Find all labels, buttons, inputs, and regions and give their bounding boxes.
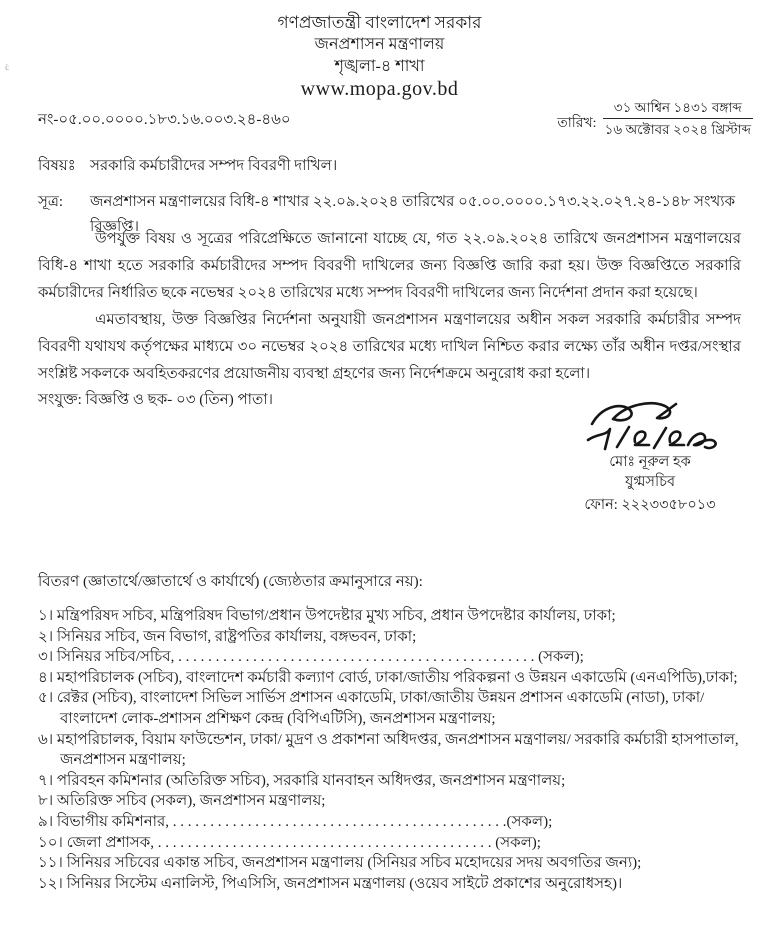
- distribution-heading: বিতরণ (জ্ঞাতার্থে/জ্ঞাতার্থে ও কার্যার্থে) (জ্যেষ্ঠতার ক্রমানুসারে নয়):: [38, 574, 423, 590]
- memo-number: নং-০৫.০০.০০০০.১৮৩.১৬.০০৩.২৪-৪৬০: [38, 112, 291, 128]
- ministry-name: জনপ্রশাসন মন্ত্রণালয়: [314, 36, 445, 53]
- signatory-designation: যুগ্মসচিব: [624, 474, 676, 490]
- distribution-item-8: ৮। অতিরিক্ত সচিব (সকল), জনপ্রশাসন মন্ত্রণালয়;: [38, 793, 326, 810]
- date-label: তারিখ:: [557, 115, 597, 131]
- letterhead: [0, 12, 759, 100]
- section-name: শৃঙ্খলা-৪ শাখা: [334, 58, 425, 75]
- handwritten-signature-icon: [580, 398, 730, 456]
- body-paragraph-2: এমতাবস্থায়, উক্ত বিজ্ঞপ্তির নির্দেশনা অনুযায়ী জনপ্রশাসন মন্ত্রণালয়ের অধীন সকল সরকারি কর্মচারীর সম্পদ বিবরণী যথাযথ কর্তৃপক্ষের মাধ্যমে ৩০ নভেম্বর ২০২৪ তারিখের মধ্যে দাখিল নিশ্চিত করার লক্ষ্যে তাঁর অধীন দপ্তর/সংস্থার সংশ্লিষ্ট সকলকে অবহিতকরণের প্রয়োজনীয় ব্যবস্থা গ্রহণের জন্য নির্দেশক্রমে অনুরোধ করা হলো।: [38, 312, 741, 382]
- distribution-item-10: ১০। জেলা প্রশাসক, . . . . . . . . . . . . . . . . . . . . . . . . . . . . . . . . . . . . . . . . . . . . . (সকল);: [38, 834, 541, 851]
- distribution-item-1: ১। মন্ত্রিপরিষদ সচিব, মন্ত্রিপরিষদ বিভাগ/প্রধান উপদেষ্টার মুখ্য সচিব, প্রধান উপদেষ্টার কার্যালয়, ঢাকা;: [38, 608, 616, 624]
- distribution-list: [38, 606, 741, 894]
- distribution-item-6: ৬। মহাপরিচালক, বিয়াম ফাউন্ডেশন, ঢাকা/ মুদ্রণ ও প্রকাশনা অধিদপ্তর, জনপ্রশাসন মন্ত্রণালয়/ সরকারি কর্মচারী হাসপাতাল, জনপ্রশাসন মন্ত্রণালয়;: [38, 731, 739, 769]
- date-gregorian: ১৬ অক্টোবর ২০২৪ খ্রিস্টাব্দ: [604, 122, 751, 137]
- distribution-item-12: ১২। সিনিয়র সিস্টেম এনালিস্ট, পিএসিসি, জনপ্রশাসন মন্ত্রণালয় (ওয়েব সাইটে প্রকাশের অনুরোধসহ)।: [38, 875, 623, 892]
- reference-text: জনপ্রশাসন মন্ত্রণালয়ের বিধি-৪ শাখার ২২.০৯.২০২৪ তারিখের ০৫.০০.০০০০.১৭৩.২২.০২৭.২৪-১৪৮ সংখ্যক বিজ্ঞপ্তি।: [90, 194, 736, 235]
- subject-row: [38, 154, 737, 179]
- attachment-line: সংযুক্ত: বিজ্ঞপ্তি ও ছক- ০৩ (তিন) পাতা।: [38, 392, 273, 408]
- government-name: গণপ্রজাতন্ত্রী বাংলাদেশ সরকার: [277, 13, 482, 32]
- date-stack: [603, 98, 753, 139]
- memo-number-date-row: [38, 98, 753, 139]
- distribution-item-7: ৭। পরিবহন কমিশনার (অতিরিক্ত সচিব), সরকারি যানবাহন অধিদপ্তর, জনপ্রশাসন মন্ত্রণালয়;: [38, 772, 566, 789]
- distribution-item-4: ৪। মহাপরিচালক (সচিব), বাংলাদেশ কর্মচারী কল্যাণ বোর্ড, ঢাকা/জাতীয় পরিকল্পনা ও উন্নয়ন একাডেমি (এনএপিডি),ঢাকা;: [38, 669, 738, 686]
- date-bangla: ৩১ আশ্বিন ১৪৩১ বঙ্গাব্দ: [603, 98, 753, 119]
- subject-text: সরকারি কর্মচারীদের সম্পদ বিবরণী দাখিল।: [90, 158, 338, 174]
- reference-label: সূত্র:: [38, 194, 64, 210]
- signature-block: [552, 398, 748, 515]
- subject-label: বিষয়ঃ: [38, 158, 76, 174]
- date-block: [557, 98, 753, 139]
- distribution-item-3: ৩। সিনিয়র সচিব/সচিব, . . . . . . . . . . . . . . . . . . . . . . . . . . . . . . . . . . . . . . . . . . . . . . . . (সকল);: [38, 649, 584, 666]
- distribution-item-5: ৫। রেক্টর (সচিব), বাংলাদেশ সিভিল সার্ভিস প্রশাসন একাডেমি, ঢাকা/জাতীয় উন্নয়ন প্রশাসন একাডেমি (নাডা), ঢাকা/বাংলাদেশ লোক-প্রশাসন প্রশিক্ষণ কেন্দ্র (বিপিএটিসি), জনপ্রশাসন মন্ত্রণালয়;: [38, 690, 705, 727]
- signatory-phone: ফোন: ২২২৩৩৫৮০১৩: [584, 497, 716, 513]
- distribution-item-11: ১১। সিনিয়র সচিবের একান্ত সচিব, জনপ্রশাসন মন্ত্রণালয় (সিনিয়র সচিব মহোদয়ের সদয় অবগতির জন্য);: [38, 855, 642, 872]
- distribution-item-2: ২। সিনিয়র সচিব, জন বিভাগ, রাষ্ট্রপতির কার্যালয়, বঙ্গভবন, ঢাকা;: [38, 628, 417, 645]
- website-url: www.mopa.gov.bd: [300, 78, 459, 100]
- signatory-name: মোঃ নূরুল হক: [609, 454, 691, 470]
- distribution-item-9: ৯। বিভাগীয় কমিশনার, . . . . . . . . . . . . . . . . . . . . . . . . . . . . . . . . . . . . . . . . . . . . .(সকল);: [38, 813, 553, 830]
- scan-artifact: ċ: [4, 61, 10, 73]
- body-paragraph-1: উপর্যুক্ত বিষয় ও সূত্রের পরিপ্রেক্ষিতে জানানো যাচ্ছে যে, গত ২২.০৯.২০২৪ তারিখে জনপ্রশাসন মন্ত্রণালয়ের বিধি-৪ শাখা হতে সরকারি কর্মচারীদের সম্পদ বিবরণী দাখিলের জন্য বিজ্ঞপ্তি জারি করা হয়। উক্ত বিজ্ঞপ্তিতে সরকারি কর্মচারীদের নির্ধারিত ছকে নভেম্বর ২০২৪ তারিখের মধ্যে সম্পদ বিবরণী দাখিলের জন্য নির্দেশনা প্রদান করা হয়েছে।: [38, 231, 741, 301]
